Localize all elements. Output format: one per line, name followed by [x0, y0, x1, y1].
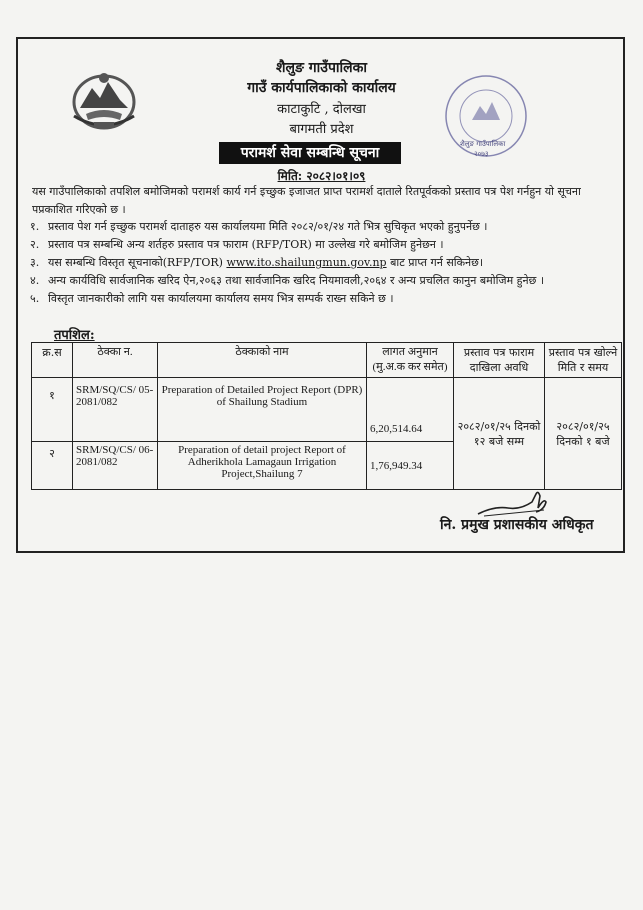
column-header: लागत अनुमान (मु.अ.क कर समेत): [367, 343, 454, 378]
municipality-name: शैलुङ गाउँपालिका: [275, 60, 368, 76]
signatory-title: नि. प्रमुख प्रशासकीय अधिकृत: [440, 517, 594, 533]
list-item: १. प्रस्ताव पेश गर्न इच्छुक परामर्श दाताहरु यस कार्यालयमा मिति २०८२/०१/२४ गते भित्र सुचिकृत भएको हुनुपर्नेछ ।: [30, 220, 488, 233]
row-estimate: 6,20,514.64: [367, 378, 454, 442]
opening-time: २०८२/०१/२५ दिनको १ बजे: [545, 378, 622, 490]
column-header: ठेक्का न.: [73, 343, 158, 378]
table-row: [32, 378, 622, 442]
province-name: बागमती प्रदेश: [289, 122, 354, 137]
office-name: गाउँ कार्यपालिकाको कार्यालय: [247, 80, 396, 96]
row-project-name: Preparation of Detailed Project Report (DPR) of Shailung Stadium: [158, 378, 367, 442]
list-item: ५. विस्तृत जानकारीको लागि यस कार्यालयमा कार्यालय समय भित्र सम्पर्क राख्न सकिने छ ।: [30, 292, 394, 305]
column-header: प्रस्ताव पत्र फाराम दाखिला अवधि: [454, 343, 545, 378]
row-project-name: Preparation of detail project Report of Adherikhola Lamagaun Irrigation Project,Shailung 7: [158, 442, 367, 490]
svg-text:शैलुङ गाउँपालिका: शैलुङ गाउँपालिका: [460, 140, 506, 148]
row-reference: SRM/SQ/CS/ 06-2081/082: [73, 442, 158, 490]
notice-date: मिति: २०८२।०१।०९: [277, 169, 366, 183]
list-item: २. प्रस्ताव पत्र सम्बन्धि अन्य शर्तहरु प्रस्ताव पत्र फाराम (RFP/TOR) मा उल्लेख गरे बमोजिम हुनेछन ।: [30, 238, 444, 251]
column-header: ठेक्काको नाम: [158, 343, 367, 378]
svg-text:२०७३: २०७३: [474, 150, 489, 158]
column-header: क्र.स: [32, 343, 73, 378]
row-serial: २: [32, 442, 73, 490]
website-link[interactable]: www.ito.shailungmun.gov.np: [226, 256, 387, 269]
row-estimate: 1,76,949.34: [367, 442, 454, 490]
column-header: प्रस्ताव पत्र खोल्ने मिति र समय: [545, 343, 622, 378]
intro-paragraph: यस गाउँपालिकाको तपशिल बमोजिमको परामर्श कार्य गर्न इच्छुक इजाजत प्राप्त परामर्श दाताले रितपूर्वकको प्रस्ताव पत्र पेश गर्नहुन यो सूचना पप्रकाशित गरिएको छ ।: [32, 185, 581, 216]
notice-title: परामर्श सेवा सम्बन्धि सूचना: [219, 142, 401, 164]
notice-points: [30, 218, 620, 308]
tender-table: [31, 342, 622, 490]
row-serial: १: [32, 378, 73, 442]
office-address: काटाकुटि , दोलखा: [277, 102, 366, 117]
details-heading: तपशिल:: [54, 328, 95, 343]
list-item: ३. यस सम्बन्धि विस्तृत सूचनाको(RFP/TOR) www.ito.shailungmun.gov.np बाट प्राप्त गर्न सकिनेछ।: [30, 256, 484, 269]
submission-period: २०८२/०१/२५ दिनको १२ बजे सम्म: [454, 378, 545, 490]
table-header-row: [32, 343, 622, 378]
list-item: ४. अन्य कार्यविधि सार्वजानिक खरिद ऐन,२०६३ तथा सार्वजानिक खरिद नियमावली,२०६४ र अन्य प्रचलित कानुन बमोजिम हुनेछ ।: [30, 274, 544, 287]
row-reference: SRM/SQ/CS/ 05-2081/082: [73, 378, 158, 442]
